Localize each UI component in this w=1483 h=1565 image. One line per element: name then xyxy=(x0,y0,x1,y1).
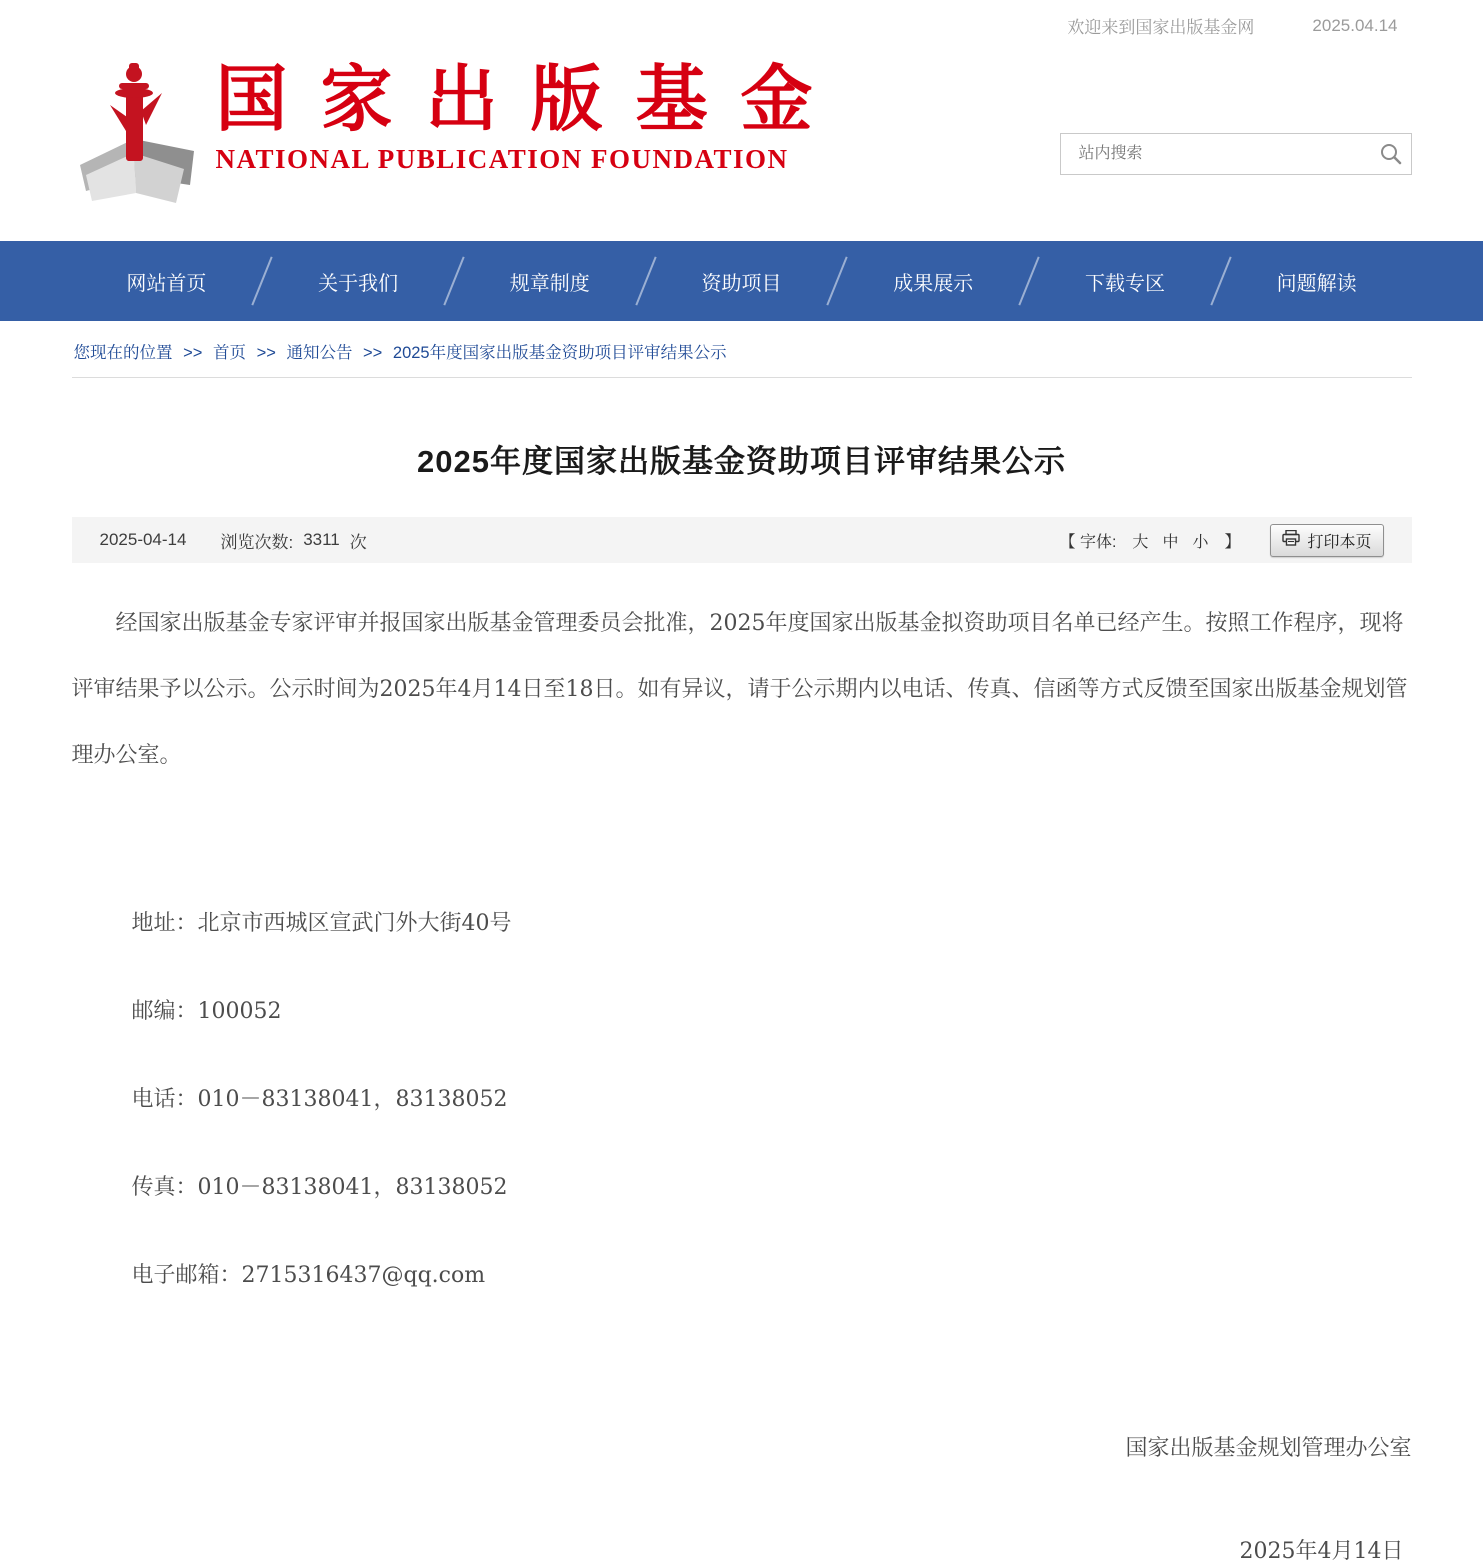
nav-item-downloads[interactable]: 下载专区 xyxy=(1084,272,1165,295)
font-size-suffix: 】 xyxy=(1224,533,1241,551)
contact-email-value: 2715316437@qq.com xyxy=(241,1263,486,1288)
contact-postcode-value: 100052 xyxy=(197,999,282,1024)
font-size-medium-button[interactable]: 中 xyxy=(1162,533,1179,551)
contact-address-label: 地址： xyxy=(131,911,198,936)
nav-item-funded-projects[interactable]: 资助项目 xyxy=(701,272,782,295)
search-icon[interactable] xyxy=(1371,142,1411,166)
breadcrumb-separator: >> xyxy=(256,344,276,362)
print-button-label: 打印本页 xyxy=(1307,533,1372,551)
nav-item-faq[interactable]: 问题解读 xyxy=(1276,272,1357,295)
welcome-text: 欢迎来到国家出版基金网 xyxy=(1067,18,1255,37)
signature-date: 2025年4月14日 xyxy=(1239,1539,1404,1564)
article-meta-bar xyxy=(72,517,1412,563)
breadcrumb-separator: >> xyxy=(183,344,203,362)
page-title: 2025年度国家出版基金资助项目评审结果公示 xyxy=(417,444,1066,479)
contact-fax-label: 传真： xyxy=(131,1175,198,1200)
contact-phone-label: 电话： xyxy=(131,1087,198,1112)
site-search xyxy=(1060,133,1412,175)
logo-text xyxy=(215,55,846,175)
font-size-large-button[interactable]: 大 xyxy=(1132,533,1149,551)
font-size-controls xyxy=(1132,529,1208,552)
contact-address xyxy=(132,909,1412,939)
contact-block xyxy=(72,909,1412,1291)
contact-postcode-label: 邮编： xyxy=(131,999,198,1024)
huabiao-book-logo-icon xyxy=(72,59,202,222)
contact-phone xyxy=(132,1085,1412,1115)
article-meta-right xyxy=(1060,524,1384,557)
breadcrumb-notices[interactable]: 通知公告 xyxy=(286,344,353,362)
nav-item-home[interactable]: 网站首页 xyxy=(126,272,207,295)
article-meta-left xyxy=(100,528,367,553)
breadcrumb-home[interactable]: 首页 xyxy=(212,344,246,362)
print-page-button[interactable] xyxy=(1270,524,1383,557)
breadcrumb-current: 2025年度国家出版基金资助项目评审结果公示 xyxy=(392,344,727,362)
nav-item-about[interactable]: 关于我们 xyxy=(318,272,399,295)
signature-office: 国家出版基金规划管理办公室 xyxy=(1125,1436,1412,1461)
contact-postcode xyxy=(132,997,1412,1027)
breadcrumb xyxy=(72,321,1412,378)
contact-fax xyxy=(132,1173,1412,1203)
site-title-cn: 国家出版基金 xyxy=(215,55,846,141)
font-size-small-button[interactable]: 小 xyxy=(1192,533,1209,551)
font-size-prefix: 【 字体: xyxy=(1059,533,1117,551)
contact-address-value: 北京市西城区宣武门外大街40号 xyxy=(197,911,512,936)
site-title-en: NATIONAL PUBLICATION FOUNDATION xyxy=(215,143,789,174)
article-date: 2025-04-14 xyxy=(99,530,187,549)
contact-phone-value: 010－83138041，83138052 xyxy=(197,1087,508,1112)
main-nav xyxy=(0,241,1483,321)
views-count: 3311 xyxy=(303,530,340,549)
views-label: 浏览次数: xyxy=(220,532,294,552)
announcement-paragraph: 经国家出版基金专家评审并报国家出版基金管理委员会批准，2025年度国家出版基金拟资助项目名单已经产生。按照工作程序，现将评审结果予以公示。公示时间为2025年4月14日至18日。如有异议，请于公示期内以电话、传真、信函等方式反馈至国家出版基金规划管理办公室。 xyxy=(71,611,1408,768)
views-unit: 次 xyxy=(349,532,367,552)
site-logo[interactable] xyxy=(72,55,846,222)
topbar xyxy=(72,0,1412,45)
printer-icon xyxy=(1282,530,1300,551)
topbar-date: 2025.04.14 xyxy=(1312,15,1398,35)
breadcrumb-prefix: 您现在的位置 xyxy=(73,344,173,362)
contact-email xyxy=(132,1261,1412,1291)
site-header xyxy=(72,45,1412,241)
contact-fax-value: 010－83138041，83138052 xyxy=(197,1175,508,1200)
nav-item-achievements[interactable]: 成果展示 xyxy=(893,272,974,295)
search-input[interactable] xyxy=(1061,134,1371,174)
breadcrumb-separator: >> xyxy=(363,344,383,362)
article xyxy=(72,436,1412,1565)
contact-email-label: 电子邮箱： xyxy=(131,1263,242,1288)
nav-item-rules[interactable]: 规章制度 xyxy=(509,272,590,295)
